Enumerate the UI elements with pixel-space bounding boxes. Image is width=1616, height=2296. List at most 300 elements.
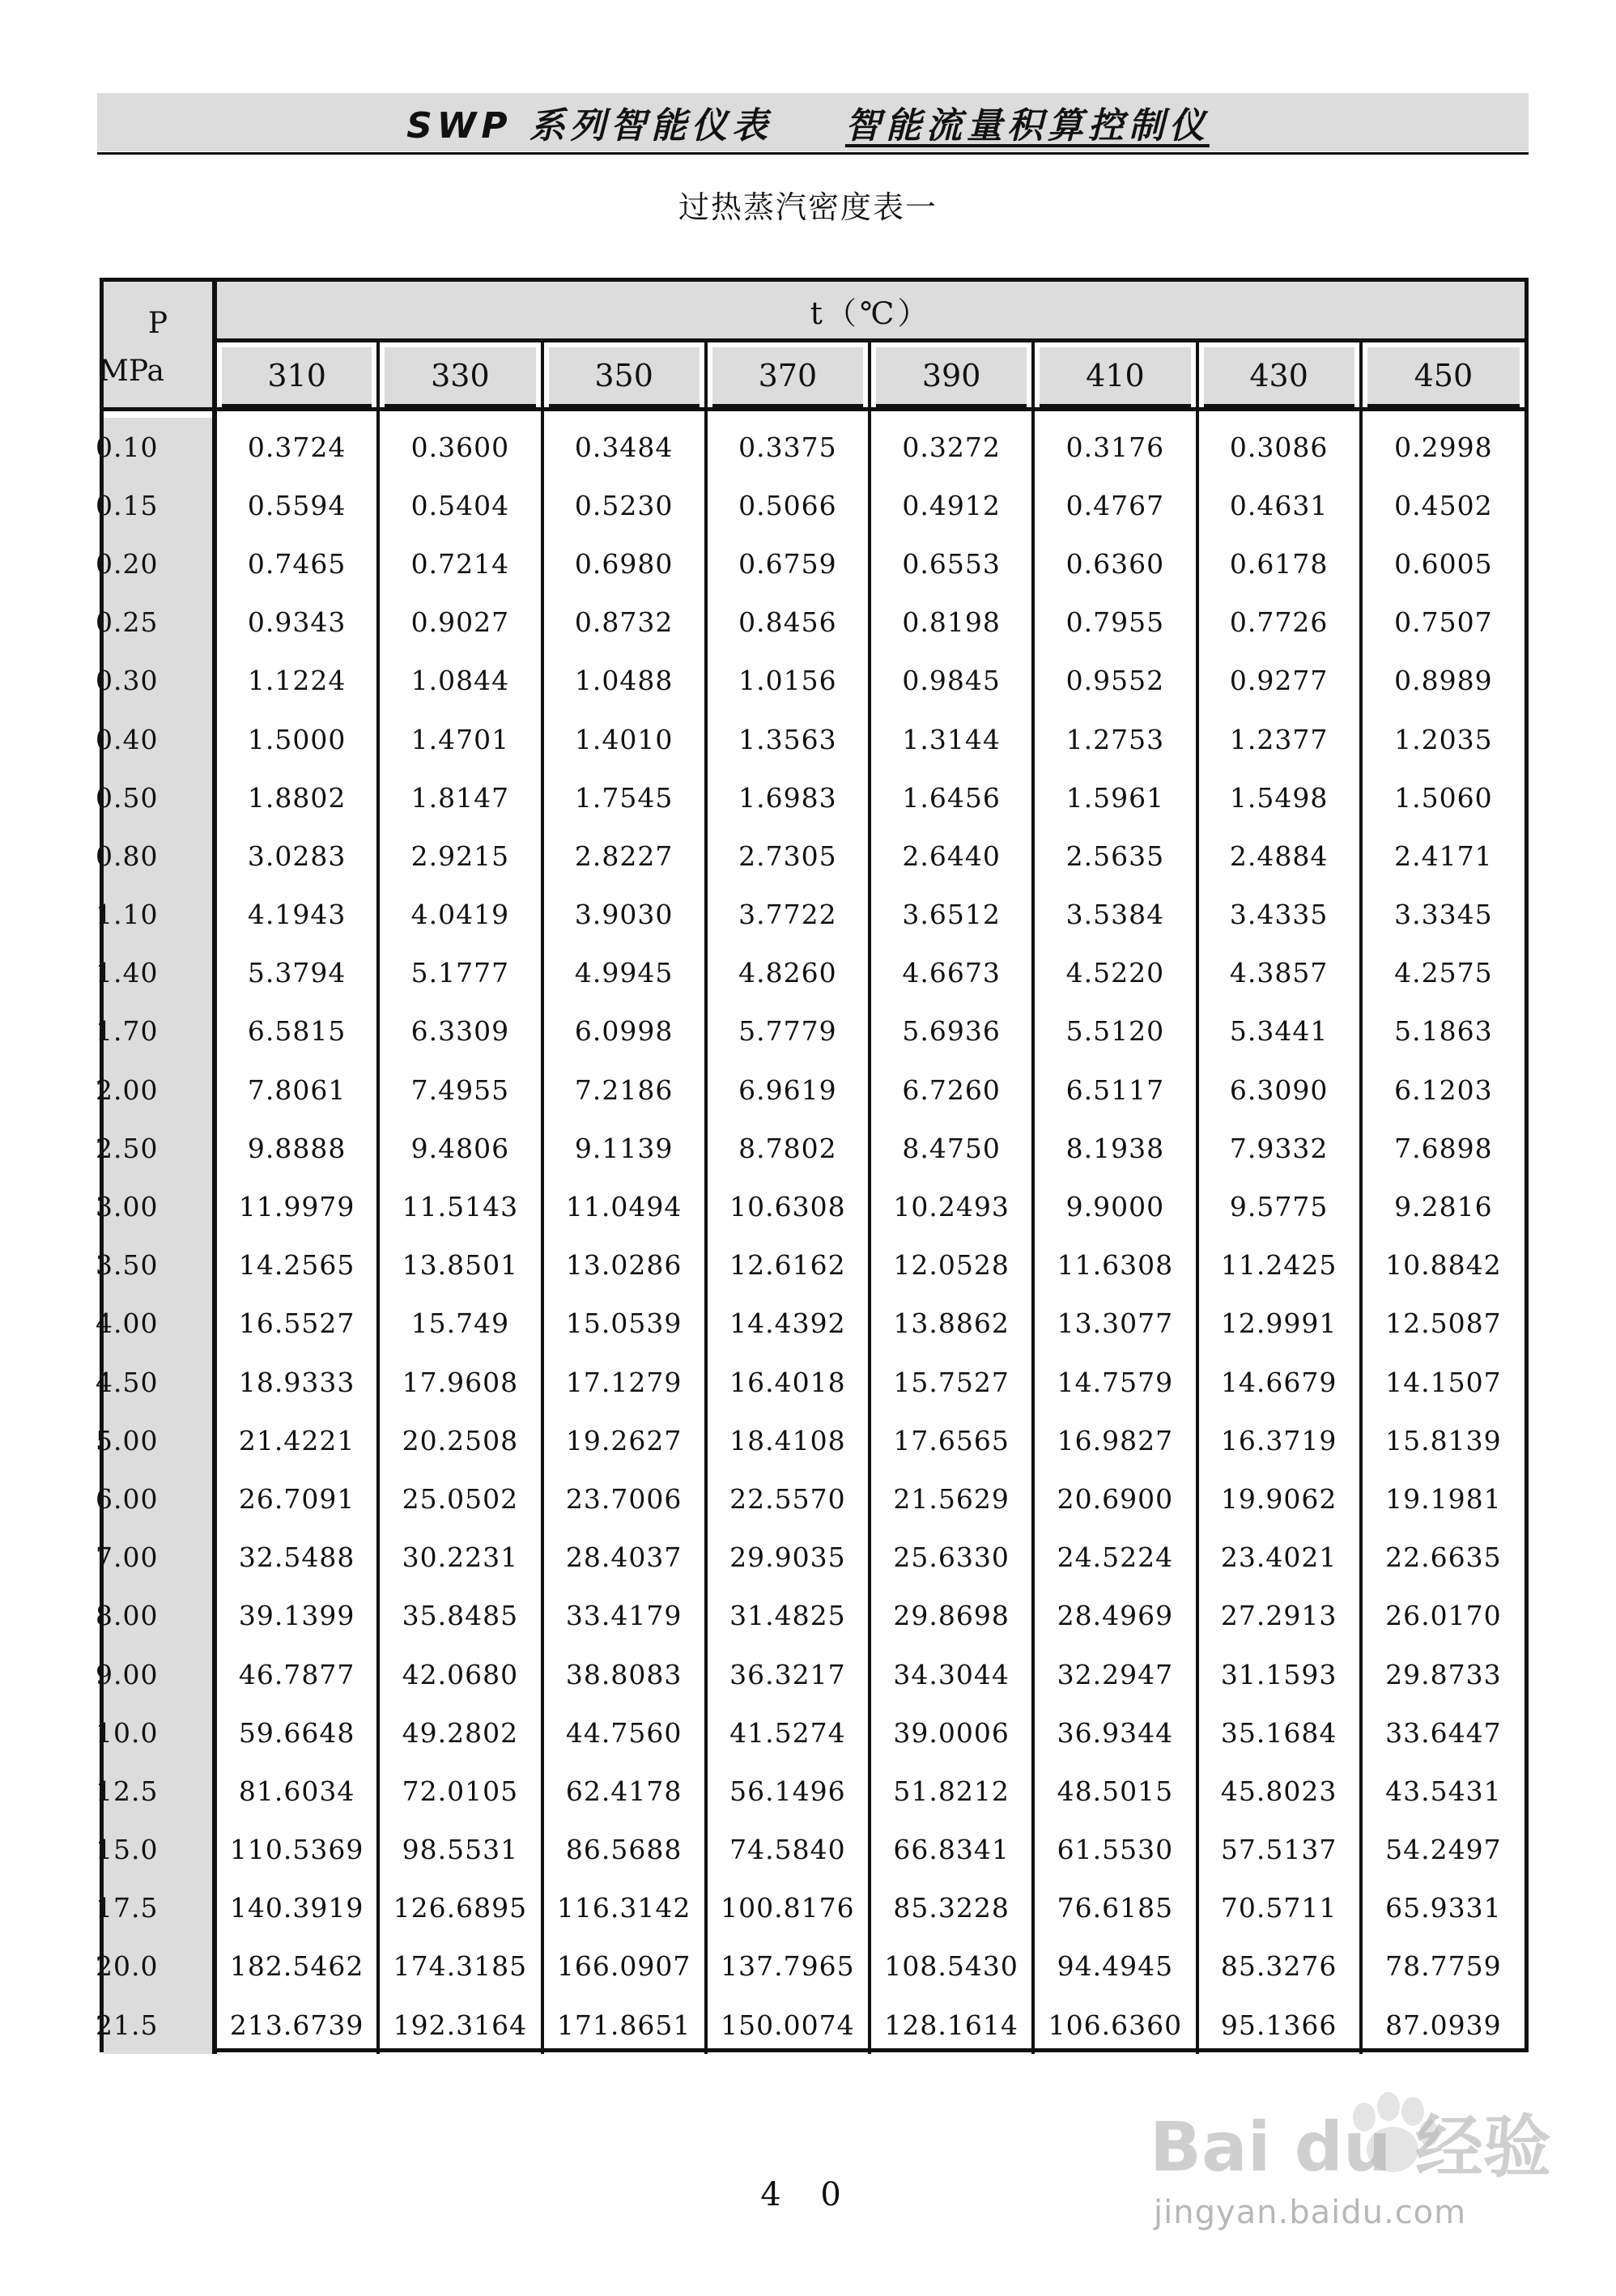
table-row [104,1411,1525,1469]
pressure-cell [96,1236,215,1295]
density-cell: 26.7091 [238,1482,355,1515]
pressure-value: 0.25 [96,606,159,639]
density-cell: 72.0105 [378,1762,542,1820]
density-cell: 22.6635 [1361,1529,1525,1587]
density-cell: 56.1496 [706,1762,870,1820]
density-cell: 1.5000 [247,723,347,755]
pressure-value: 1.70 [96,1015,159,1048]
density-cell: 36.3217 [706,1645,870,1703]
density-cell: 4.9945 [542,944,706,1002]
table-row [104,1469,1525,1528]
density-cell: 46.7877 [238,1658,355,1690]
density-cell: 2.7305 [706,827,870,885]
density-cell: 11.9979 [238,1191,355,1223]
density-cell: 4.5220 [1033,944,1197,1002]
density-cell: 0.2998 [1361,418,1525,476]
density-cell: 9.1139 [542,1119,706,1177]
density-cell: 45.8023 [1197,1762,1361,1820]
pressure-cell [96,476,215,534]
density-cell: 0.3086 [1197,418,1361,476]
density-cell: 6.5117 [1033,1061,1197,1119]
density-cell: 13.8501 [378,1236,542,1295]
density-cell: 126.6895 [378,1879,542,1937]
density-cell: 2.6440 [870,827,1033,885]
table-row [104,1587,1525,1645]
density-cell: 27.2913 [1197,1587,1361,1645]
density-cell: 3.7722 [706,886,870,944]
density-cell: 1.2753 [1033,710,1197,768]
density-cell: 11.6308 [1033,1236,1197,1295]
pressure-value: 0.15 [96,489,159,521]
temperature-row [104,341,1525,410]
density-cell: 94.4945 [1033,1937,1197,1996]
density-cell: 13.0286 [542,1236,706,1295]
density-cell: 1.4701 [378,710,542,768]
density-cell: 29.8733 [1361,1645,1525,1703]
density-cell: 32.5488 [238,1541,355,1574]
density-cell: 49.2802 [378,1703,542,1762]
density-cell: 28.4037 [542,1529,706,1587]
density-cell: 1.0844 [378,652,542,710]
density-cell: 0.6178 [1197,534,1361,593]
density-cell: 12.5087 [1361,1295,1525,1353]
density-cell: 25.6330 [870,1529,1033,1587]
density-cell: 0.4631 [1197,476,1361,534]
density-cell: 24.5224 [1033,1529,1197,1587]
density-cell: 1.5498 [1197,768,1361,827]
temperature-header-350 [542,341,706,410]
density-cell: 25.0502 [378,1469,542,1528]
density-cell: 86.5688 [542,1821,706,1879]
table-row [104,1119,1525,1177]
density-cell: 10.6308 [706,1177,870,1235]
pressure-value: 7.00 [96,1541,159,1574]
density-cell: 1.8802 [247,781,347,814]
table-row [104,1821,1525,1879]
pressure-value: 1.40 [96,957,159,989]
pressure-cell [96,534,215,593]
table-row [104,652,1525,710]
pressure-value: 4.00 [96,1307,159,1340]
density-cell: 9.4806 [378,1119,542,1177]
density-cell: 7.9332 [1197,1119,1361,1177]
density-cell: 0.7465 [247,547,347,580]
density-cell: 2.5635 [1033,827,1197,885]
temperature-value: 430 [1204,347,1354,407]
page-number: 4 0 [760,2176,856,2213]
temperature-value: 350 [549,347,700,407]
pressure-value: 8.00 [96,1600,159,1632]
density-cell: 1.6456 [870,768,1033,827]
density-cell: 16.4018 [706,1353,870,1411]
temperature-header-370 [706,341,870,410]
table-row [104,1529,1525,1587]
density-cell: 116.3142 [542,1879,706,1937]
density-cell: 140.3919 [229,1892,364,1924]
temperature-value: 410 [1040,347,1190,407]
table-row [104,1353,1525,1411]
density-cell: 13.3077 [1033,1295,1197,1353]
table-row [104,944,1525,1002]
density-cell: 7.2186 [542,1061,706,1119]
density-cell: 85.3228 [870,1879,1033,1937]
density-cell: 0.3724 [247,431,347,463]
density-cell: 2.4884 [1197,827,1361,885]
density-cell: 12.0528 [870,1236,1033,1295]
density-cell: 0.6360 [1033,534,1197,593]
density-cell: 8.7802 [706,1119,870,1177]
density-cell: 213.6739 [229,2009,364,2041]
density-cell: 0.5404 [378,476,542,534]
density-cell: 20.6900 [1033,1469,1197,1528]
density-cell: 14.6679 [1197,1353,1361,1411]
watermark-logo-text: Bai du 经验 [1150,2107,1551,2187]
density-cell: 39.0006 [870,1703,1033,1762]
density-cell: 30.2231 [378,1529,542,1587]
pressure-cell [96,1353,215,1411]
density-cell: 171.8651 [542,1996,706,2054]
pressure-value: 0.80 [96,840,159,872]
density-cell: 19.1981 [1361,1469,1525,1528]
table-row [104,768,1525,827]
pressure-cell [96,1002,215,1061]
density-cell: 4.1943 [247,899,347,931]
density-cell: 9.5775 [1197,1177,1361,1235]
density-cell: 1.3563 [706,710,870,768]
density-cell: 54.2497 [1361,1821,1525,1879]
density-cell: 0.7507 [1361,593,1525,652]
density-cell: 0.8198 [870,593,1033,652]
density-cell: 57.5137 [1197,1821,1361,1879]
density-cell: 42.0680 [378,1645,542,1703]
density-cell: 33.6447 [1361,1703,1525,1762]
pressure-value: 21.5 [96,2009,159,2041]
density-cell: 4.0419 [378,886,542,944]
density-cell: 0.9343 [247,606,347,639]
pressure-cell [96,1469,215,1528]
density-cell: 0.4767 [1033,476,1197,534]
density-cell: 0.8732 [542,593,706,652]
density-cell: 85.3276 [1197,1937,1361,1996]
density-cell: 29.9035 [706,1529,870,1587]
density-cell: 0.3484 [542,418,706,476]
density-cell: 0.7726 [1197,593,1361,652]
header-product: 智能流量积算控制仪 [844,105,1210,147]
temperature-header-390 [870,341,1033,410]
density-cell: 48.5015 [1033,1762,1197,1820]
density-cell: 5.1863 [1361,1002,1525,1061]
table-row [104,1996,1525,2054]
density-cell: 1.2035 [1361,710,1525,768]
density-table [96,282,1525,2054]
density-cell: 1.5060 [1361,768,1525,827]
pressure-cell [96,1411,215,1469]
temperature-value: 330 [385,347,535,407]
density-cell: 1.6983 [706,768,870,827]
density-cell: 192.3164 [378,1996,542,2054]
density-cell: 26.0170 [1361,1587,1525,1645]
density-cell: 3.6512 [870,886,1033,944]
pressure-cell [96,1703,215,1762]
density-cell: 14.7579 [1033,1353,1197,1411]
density-cell: 0.5594 [247,489,347,521]
density-cell: 23.4021 [1197,1529,1361,1587]
density-cell: 11.5143 [378,1177,542,1235]
pressure-value: 6.00 [96,1482,159,1515]
temperature-header-410 [1033,341,1197,410]
density-cell: 1.8147 [378,768,542,827]
density-cell: 0.3176 [1033,418,1197,476]
header-series: SWP 系列智能仪表 [406,105,772,147]
table-row [104,1002,1525,1061]
density-cell: 9.2816 [1361,1177,1525,1235]
table-row [104,710,1525,768]
density-cell: 62.4178 [542,1762,706,1820]
density-cell: 35.1684 [1197,1703,1361,1762]
density-cell: 1.0488 [542,652,706,710]
density-cell: 34.3044 [870,1645,1033,1703]
table-row [104,1937,1525,1996]
density-cell: 0.6759 [706,534,870,593]
density-cell: 66.8341 [870,1821,1033,1879]
pressure-cell [96,886,215,944]
density-cell: 98.5531 [378,1821,542,1879]
density-cell: 0.5230 [542,476,706,534]
temperature-value: 310 [222,347,372,407]
density-cell: 18.9333 [238,1366,355,1398]
density-cell: 1.4010 [542,710,706,768]
temperature-header-430 [1197,341,1361,410]
temperature-value: 370 [712,347,863,407]
density-cell: 61.5530 [1033,1821,1197,1879]
pressure-cell [96,1996,215,2054]
density-cell: 32.2947 [1033,1645,1197,1703]
density-cell: 39.1399 [238,1600,355,1632]
page-title: 过热蒸汽密度表一 [678,189,938,225]
density-cell: 44.7560 [542,1703,706,1762]
density-cell: 4.2575 [1361,944,1525,1002]
pressure-value: 15.0 [96,1834,159,1866]
density-cell: 76.6185 [1033,1879,1197,1937]
density-cell: 11.2425 [1197,1236,1361,1295]
density-cell: 28.4969 [1033,1587,1197,1645]
density-cell: 16.5527 [238,1307,355,1340]
pressure-cell [96,1587,215,1645]
density-cell: 70.5711 [1197,1879,1361,1937]
density-cell: 6.3090 [1197,1061,1361,1119]
density-cell: 137.7965 [706,1937,870,1996]
pressure-value: 10.0 [96,1716,159,1749]
density-cell: 0.7214 [378,534,542,593]
pressure-cell [96,710,215,768]
density-cell: 0.8989 [1361,652,1525,710]
density-cell: 15.749 [378,1295,542,1353]
density-cell: 12.6162 [706,1236,870,1295]
density-cell: 0.9277 [1197,652,1361,710]
density-cell: 14.1507 [1361,1353,1525,1411]
density-cell: 17.1279 [542,1353,706,1411]
density-cell: 14.2565 [238,1249,355,1282]
density-cell: 15.8139 [1361,1411,1525,1469]
header-rule [97,152,1529,155]
density-cell: 6.0998 [542,1002,706,1061]
density-cell: 6.7260 [870,1061,1033,1119]
density-cell: 7.8061 [247,1074,347,1106]
table-row [104,476,1525,534]
density-cell: 3.0283 [247,840,347,872]
density-cell: 16.9827 [1033,1411,1197,1469]
table-row [104,1177,1525,1235]
density-cell: 35.8485 [378,1587,542,1645]
density-cell: 5.6936 [870,1002,1033,1061]
density-cell: 3.4335 [1197,886,1361,944]
density-cell: 5.5120 [1033,1002,1197,1061]
density-cell: 10.8842 [1361,1236,1525,1295]
pressure-header [99,282,215,410]
pressure-cell [96,652,215,710]
density-cell: 33.4179 [542,1587,706,1645]
table-row [104,1879,1525,1937]
density-cell: 3.3345 [1361,886,1525,944]
pressure-cell [96,1529,215,1587]
density-cell: 4.6673 [870,944,1033,1002]
table-row [104,418,1525,476]
density-cell: 0.4912 [870,476,1033,534]
density-cell: 0.6005 [1361,534,1525,593]
pressure-value: 4.50 [96,1366,159,1398]
density-cell: 0.4502 [1361,476,1525,534]
header-separator [104,410,1525,419]
density-cell: 31.4825 [706,1587,870,1645]
density-cell: 9.9000 [1033,1177,1197,1235]
table-row [104,1295,1525,1353]
pressure-cell [96,1879,215,1937]
pressure-value: 9.00 [96,1658,159,1690]
density-cell: 5.3441 [1197,1002,1361,1061]
density-cell: 23.7006 [542,1469,706,1528]
pressure-cell [96,1645,215,1703]
density-cell: 74.5840 [706,1821,870,1879]
density-cell: 2.8227 [542,827,706,885]
density-cell: 0.5066 [706,476,870,534]
density-cell: 8.4750 [870,1119,1033,1177]
density-cell: 1.3144 [870,710,1033,768]
pressure-value: 0.20 [96,547,159,580]
density-cell: 4.8260 [706,944,870,1002]
density-cell: 1.2377 [1197,710,1361,768]
pressure-cell [96,1762,215,1820]
density-cell: 36.9344 [1033,1703,1197,1762]
pressure-value: 3.00 [96,1191,159,1223]
temperature-value: 390 [876,347,1027,407]
table-row [104,1645,1525,1703]
density-cell: 6.3309 [378,1002,542,1061]
density-cell: 65.9331 [1361,1879,1525,1937]
pressure-cell [96,1937,215,1996]
density-cell: 1.1224 [247,665,347,697]
density-cell: 17.6565 [870,1411,1033,1469]
pressure-cell [96,944,215,1002]
pressure-value: 0.40 [96,723,159,755]
density-cell: 15.0539 [542,1295,706,1353]
temperature-header-330 [378,341,542,410]
density-cell: 7.4955 [378,1061,542,1119]
pressure-cell [96,1119,215,1177]
density-cell: 13.8862 [870,1295,1033,1353]
density-cell: 106.6360 [1033,1996,1197,2054]
density-cell: 174.3185 [378,1937,542,1996]
density-cell: 0.9845 [870,652,1033,710]
density-cell: 0.7955 [1033,593,1197,652]
pressure-value: 1.10 [96,899,159,931]
density-cell: 2.9215 [378,827,542,885]
pressure-unit: MPa [99,354,164,388]
pressure-value: 12.5 [96,1775,159,1807]
pressure-value: 5.00 [96,1424,159,1456]
density-cell: 1.0156 [706,652,870,710]
pressure-cell [96,827,215,885]
density-cell: 128.1614 [870,1996,1033,2054]
density-cell: 12.9991 [1197,1295,1361,1353]
table-row [104,827,1525,885]
pressure-value: 2.50 [96,1132,159,1164]
table-row [104,886,1525,944]
density-cell: 182.5462 [229,1950,364,1983]
pressure-cell [96,1821,215,1879]
density-cell: 8.1938 [1033,1119,1197,1177]
density-cell: 19.2627 [542,1411,706,1469]
table-row [104,1703,1525,1762]
density-cell: 0.3272 [870,418,1033,476]
density-cell: 15.7527 [870,1353,1033,1411]
table-row [104,534,1525,593]
table-body [96,410,1525,2055]
density-cell: 81.6034 [238,1775,355,1807]
density-cell: 18.4108 [706,1411,870,1469]
density-cell: 43.5431 [1361,1762,1525,1820]
table-row [104,1061,1525,1119]
density-cell: 59.6648 [238,1716,355,1749]
density-cell: 6.9619 [706,1061,870,1119]
pressure-value: 2.00 [96,1074,159,1106]
density-cell: 1.5961 [1033,768,1197,827]
density-cell: 2.4171 [1361,827,1525,885]
pressure-cell [96,768,215,827]
density-cell: 29.8698 [870,1587,1033,1645]
density-cell: 0.9552 [1033,652,1197,710]
density-cell: 41.5274 [706,1703,870,1762]
density-cell: 87.0939 [1361,1996,1525,2054]
temperature-header: t（℃） [215,282,1525,341]
density-cell: 150.0074 [706,1996,870,2054]
pressure-value: 17.5 [96,1892,159,1924]
density-cell: 14.4392 [706,1295,870,1353]
temperature-header-450 [1361,341,1525,410]
density-cell: 5.3794 [247,957,347,989]
density-cell: 11.0494 [542,1177,706,1235]
density-cell: 6.5815 [247,1015,347,1048]
pressure-cell [96,1295,215,1353]
density-cell: 10.2493 [870,1177,1033,1235]
density-cell: 20.2508 [378,1411,542,1469]
density-cell: 51.8212 [870,1762,1033,1820]
density-cell: 95.1366 [1197,1996,1361,2054]
density-cell: 6.1203 [1361,1061,1525,1119]
density-cell: 21.4221 [238,1424,355,1456]
density-cell: 100.8176 [706,1879,870,1937]
density-cell: 0.3375 [706,418,870,476]
pressure-cell [96,1061,215,1119]
